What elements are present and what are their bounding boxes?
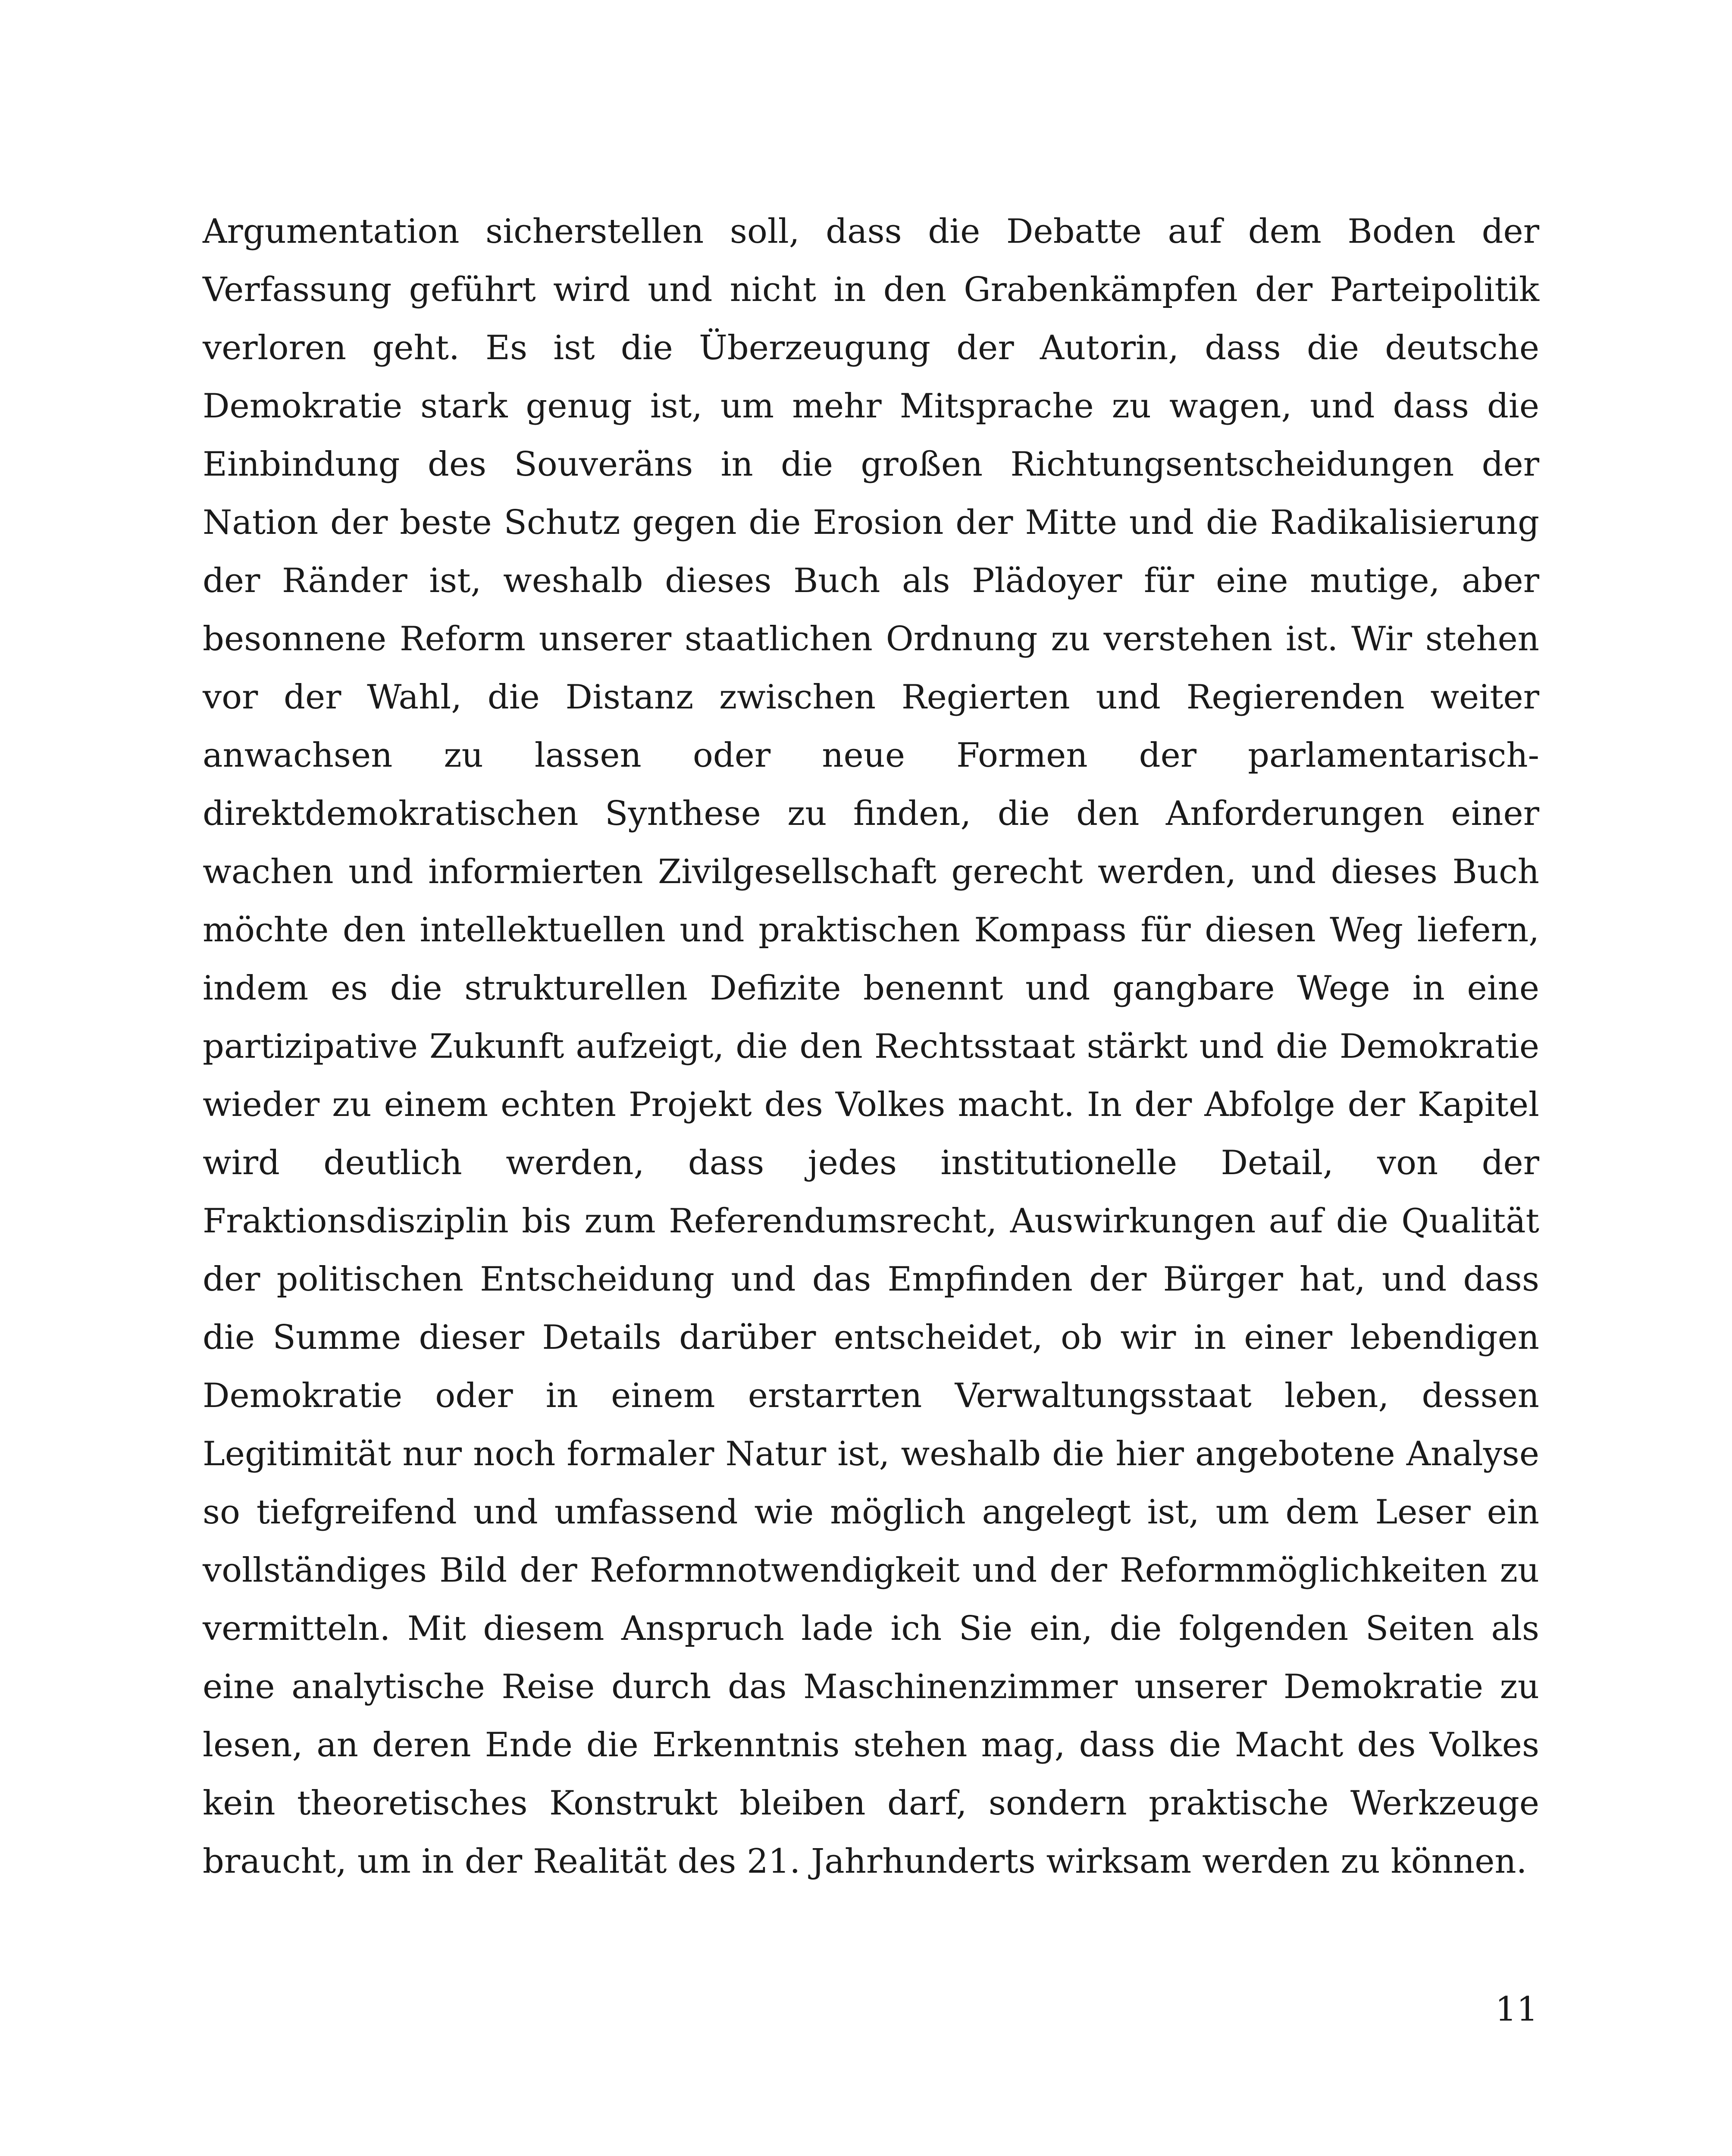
body-paragraph: Argumentation sicherstellen soll, dass die Debatte auf dem Boden der Verfassung geführt wird und nicht in den Grabenkämpfen der Parteipolitik verloren geht. Es ist die Überzeugung der Autorin, dass die deutsche Demokratie stark genug ist, um mehr Mitsprache zu wagen, und dass die Einbindung des Souveräns in die großen Richtungsentscheidungen der Nation der beste Schutz gegen die Erosion der Mitte und die Radikalisierung der Ränder ist, weshalb dieses Buch als Plädoyer für eine mutige, aber besonnene Reform unserer staatlichen Ordnung zu verstehen ist. Wir stehen vor der Wahl, die Distanz zwischen Regierten und Regierenden weiter anwachsen zu lassen oder neue Formen der parlamentarisch-direktdemokratischen Synthese zu finden, die den Anforderungen einer wachen und informierten Zivilgesellschaft gerecht werden, und dieses Buch möchte den intellektuellen und praktischen Kompass für diesen Weg liefern, indem es die strukturellen Defizite benennt und gangbare Wege in eine partizipative Zukunft aufzeigt, die den Rechtsstaat stärkt und die Demokratie wieder zu einem echten Projekt des Volkes macht. In der Abfolge der Kapitel wird deutlich werden, dass jedes institutionelle Detail, von der Fraktionsdisziplin bis zum Referendumsrecht, Auswirkungen auf die Qualität der politischen Entscheidung und das Empfinden der Bürger hat, und dass die Summe dieser Details darüber entscheidet, ob wir in einer lebendigen Demokratie oder in einem erstarrten Verwaltungsstaat leben, dessen Legitimität nur noch formaler Natur ist, weshalb die hier angebotene Analyse so tiefgreifend und umfassend wie möglich angelegt ist, um dem Leser ein vollständiges Bild der Reformnotwendigkeit und der Reformmöglichkeiten zu vermitteln. Mit diesem Anspruch lade ich Sie ein, die folgenden Seiten als eine analytische Reise durch das Maschinenzimmer unserer Demokratie zu lesen, an deren Ende die Erkenntnis stehen mag, dass die Macht des Volkes kein theoretisches Konstrukt bleiben darf, sondern praktische Werkzeuge braucht, um in der Realität des 21. Jahrhunderts wirksam werden zu können. <box>203 212 1539 1881</box>
page-number: 11 <box>1495 1990 1538 2029</box>
